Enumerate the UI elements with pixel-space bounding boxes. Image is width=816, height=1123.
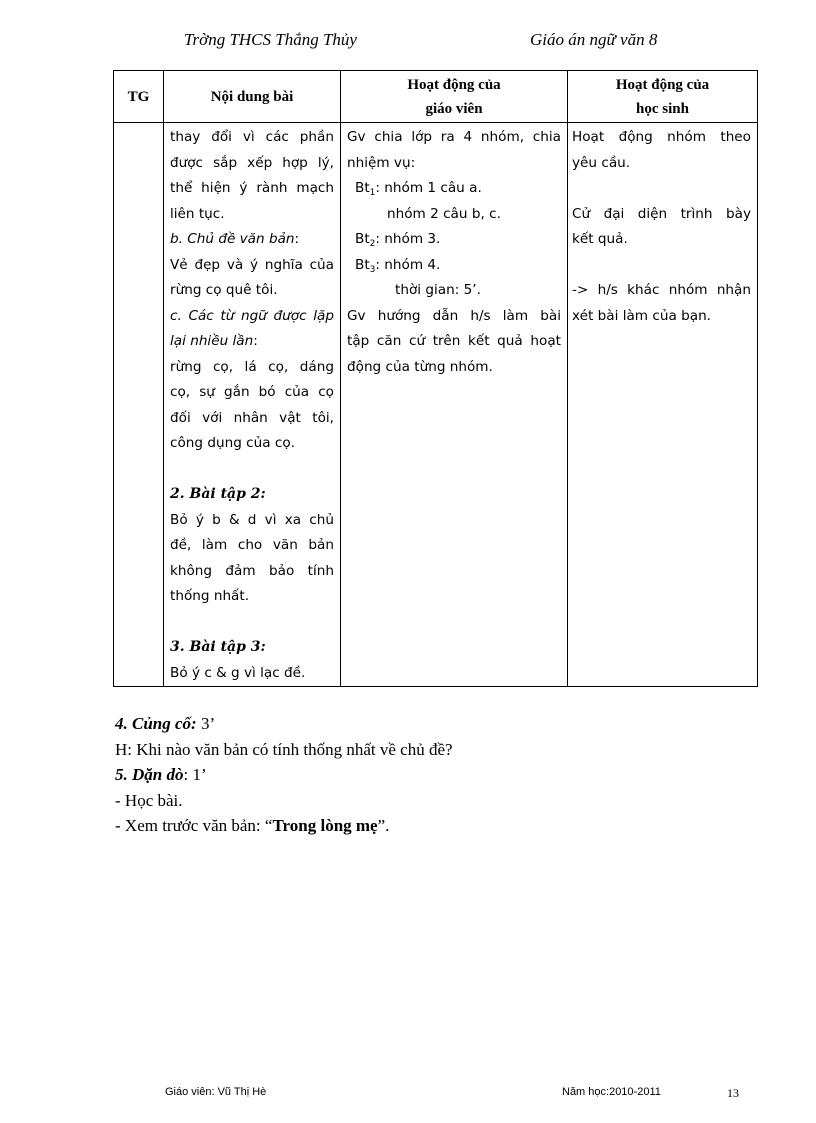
- bt2-text: : nhóm 3.: [375, 231, 441, 247]
- student-line: yêu cầu.: [572, 154, 631, 171]
- section-c-title-text: lại nhiều lần: [170, 333, 254, 349]
- table-header-row: [114, 71, 758, 123]
- consolidate-question: H: Khi nào văn bản có tính thống nhất về chủ đề?: [115, 739, 453, 759]
- content-line: thống nhất.: [170, 588, 250, 604]
- teacher-line: động của từng nhóm.: [347, 358, 493, 375]
- content-line: liên tục.: [170, 205, 225, 222]
- footer-teacher: Giáo viên: Vũ Thị Hè: [165, 1086, 267, 1098]
- cell-content: [164, 123, 341, 687]
- hw2-title: Trong lòng mẹ: [272, 816, 378, 836]
- header-student: [568, 71, 758, 123]
- header-content: Nội dung bài: [164, 71, 341, 123]
- header-student-line1: Hoạt động của: [615, 76, 710, 93]
- bt3-sub: 3: [369, 264, 376, 275]
- section-b-title-text: b. Chủ đề văn bản: [170, 231, 295, 247]
- bt3-label: Bt: [355, 256, 370, 273]
- bt1-label: Bt: [355, 180, 370, 196]
- teacher-bt1: [347, 176, 561, 202]
- page-number: 13: [727, 1086, 739, 1100]
- bt3-text: : nhóm 4.: [375, 256, 441, 273]
- cell-student: [568, 123, 758, 687]
- bt1-sub: 1: [369, 188, 376, 198]
- teacher-line: tập căn cứ trên kết quả hoạt: [347, 333, 561, 349]
- hw2-suffix: ”.: [377, 816, 390, 836]
- bt2-sub: 2: [369, 239, 376, 249]
- consolidate-heading: [115, 711, 453, 737]
- header-student-line2: học sinh: [636, 100, 689, 117]
- teacher-line: Gv chia lớp ra 4 nhóm, chia: [347, 129, 561, 145]
- content-line: công dụng của cọ.: [170, 435, 296, 451]
- homework-item: [115, 813, 453, 839]
- header-teacher: [341, 71, 568, 123]
- header-school: Trờng THCS Thắng Thủy: [184, 30, 357, 49]
- teacher-bt2: [347, 227, 561, 253]
- bt1-text: : nhóm 1 câu a.: [375, 180, 482, 196]
- consolidate-label: 4. Củng cố:: [115, 714, 197, 733]
- header-subject: Giáo án ngữ văn 8: [530, 30, 658, 49]
- header-tg: TG: [114, 71, 164, 123]
- teacher-line: nhiệm vụ:: [347, 154, 416, 171]
- student-line: Hoạt động nhóm theo: [572, 129, 751, 145]
- header-teacher-line1: Hoạt động của: [407, 76, 501, 93]
- content-line: không đảm bảo tính: [170, 562, 334, 579]
- teacher-line: Gv hướng dẫn h/s làm bài: [347, 307, 561, 324]
- section-c-colon: :: [253, 333, 258, 349]
- section-b-title: [170, 227, 334, 253]
- content-line: được sắp xếp hợp lý,: [170, 154, 334, 171]
- section-b-colon: :: [294, 231, 300, 247]
- exercise-2-title: 2. Bài tập 2:: [170, 486, 266, 502]
- homework-heading: [115, 762, 453, 788]
- cell-tg: [114, 123, 164, 687]
- content-line: đề, làm cho văn bản: [170, 537, 334, 553]
- student-line: Cử đại diện trình bày: [572, 205, 751, 222]
- homework-time: : 1’: [183, 765, 207, 785]
- content-line: cọ, sự gắn bó của cọ: [170, 384, 334, 400]
- homework-label: 5. Dặn dò: [115, 765, 184, 785]
- section-c-title-2: [170, 329, 334, 355]
- student-line: xét bài làm của bạn.: [572, 307, 712, 324]
- content-line: Vẻ đẹp và ý nghĩa của: [170, 256, 334, 273]
- lesson-closing: [115, 711, 453, 839]
- student-line: kết quả.: [572, 231, 628, 247]
- content-line: Bỏ ý c & g vì lạc đề.: [170, 664, 306, 681]
- table-row: [114, 123, 758, 687]
- hw2-prefix: - Xem trước văn bản: “: [115, 816, 273, 836]
- exercise-3-title: 3. Bài tập 3:: [170, 639, 266, 655]
- content-line: rừng cọ quê tôi.: [170, 282, 278, 298]
- student-line: -> h/s khác nhóm nhận: [572, 282, 751, 298]
- header-teacher-line2: giáo viên: [425, 100, 483, 117]
- lesson-table: [113, 70, 758, 687]
- section-c-title: c. Các từ ngữ được lặp: [170, 307, 334, 324]
- teacher-time: thời gian: 5’.: [395, 282, 481, 298]
- teacher-bt3: [347, 253, 561, 279]
- content-line: thay đổi vì các phần: [170, 129, 334, 145]
- content-line: đối với nhân vật tôi,: [170, 409, 334, 426]
- teacher-line: nhóm 2 câu b, c.: [387, 205, 501, 222]
- homework-item: - Học bài.: [115, 790, 183, 810]
- content-line: Bỏ ý b & d vì xa chủ: [170, 511, 334, 528]
- footer-year: Năm học:2010-2011: [562, 1086, 661, 1098]
- cell-teacher: [341, 123, 568, 687]
- content-line: thể hiện ý rành mạch: [170, 180, 334, 196]
- consolidate-time: 3’: [196, 714, 216, 733]
- bt2-label: Bt: [355, 231, 370, 247]
- content-line: rừng cọ, lá cọ, dáng: [170, 358, 334, 375]
